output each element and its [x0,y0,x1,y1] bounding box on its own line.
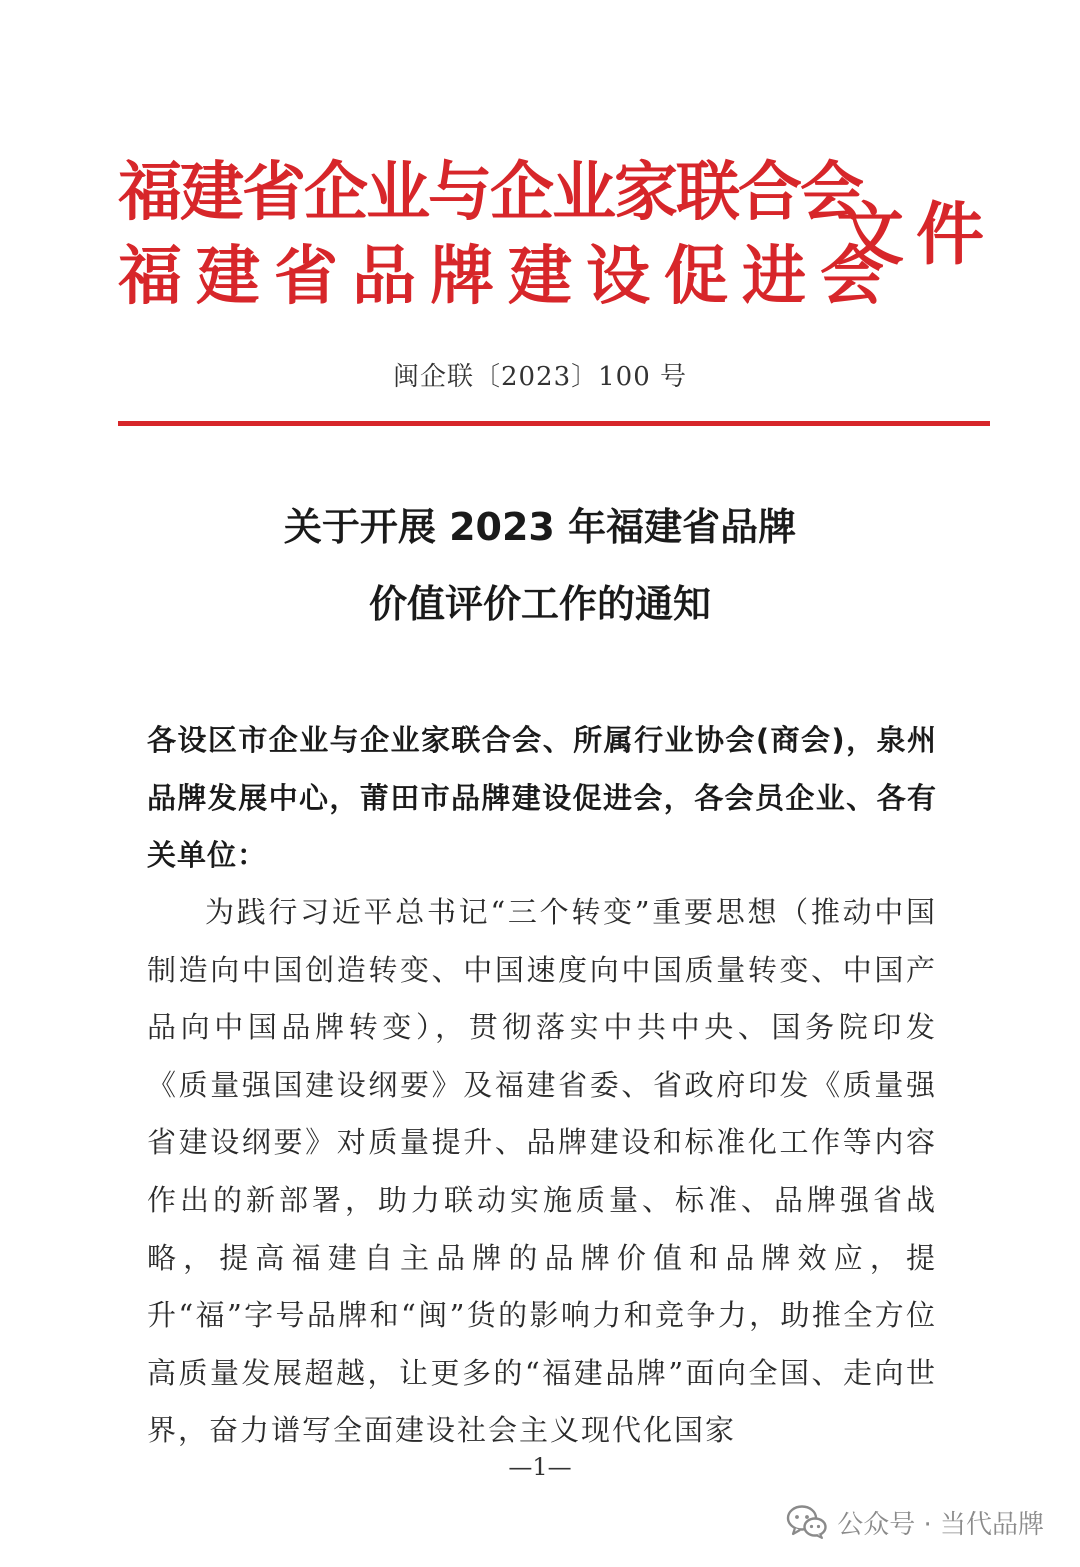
addressee-block: 各设区市企业与企业家联合会、所属行业协会(商会)，泉州品牌发展中心，莆田市品牌建设促进会，各会员企业、各有关单位： [147,723,937,872]
body-paragraph: 为践行习近平总书记“三个转变”重要思想（推动中国制造向中国创造转变、中国速度向中国质量转变、中国产品向中国品牌转变），贯彻落实中共中央、国务院印发《质量强国建设纲要》及福建省委、省政府印发《质量强省建设纲要》对质量提升、品牌建设和标准化工作等内容作出的新部署，助力联动实施质量、标准、品牌强省战略，提高福建自主品牌的品牌价值和品牌效应，提升“福”字号品牌和“闽”货的影响力和竞争力，助推全方位高质量发展超越，让更多的“福建品牌”面向全国、走向世界，奋力谱写全面建设社会主义现代化国家 [147,895,937,1448]
document-title-line-1: 关于开展 2023 年福建省品牌 [283,505,797,549]
watermark-text: 公众号 · 当代品牌 [837,1509,1044,1540]
red-divider-line [118,421,990,426]
document-number: 闽企联〔2023〕100 号 [392,362,688,392]
issuer-name-2: 福建省品牌建设促进会 [118,239,898,314]
wechat-icon [787,1505,827,1539]
issuer-name-1: 福建省企业与企业家联合会 [118,155,862,230]
wechat-watermark [787,1500,1044,1544]
page-number: —1— [508,1453,572,1481]
document-title-line-2: 价值评价工作的通知 [368,582,711,626]
document-type-label: 文件 [836,195,997,275]
document-header [0,0,1080,440]
